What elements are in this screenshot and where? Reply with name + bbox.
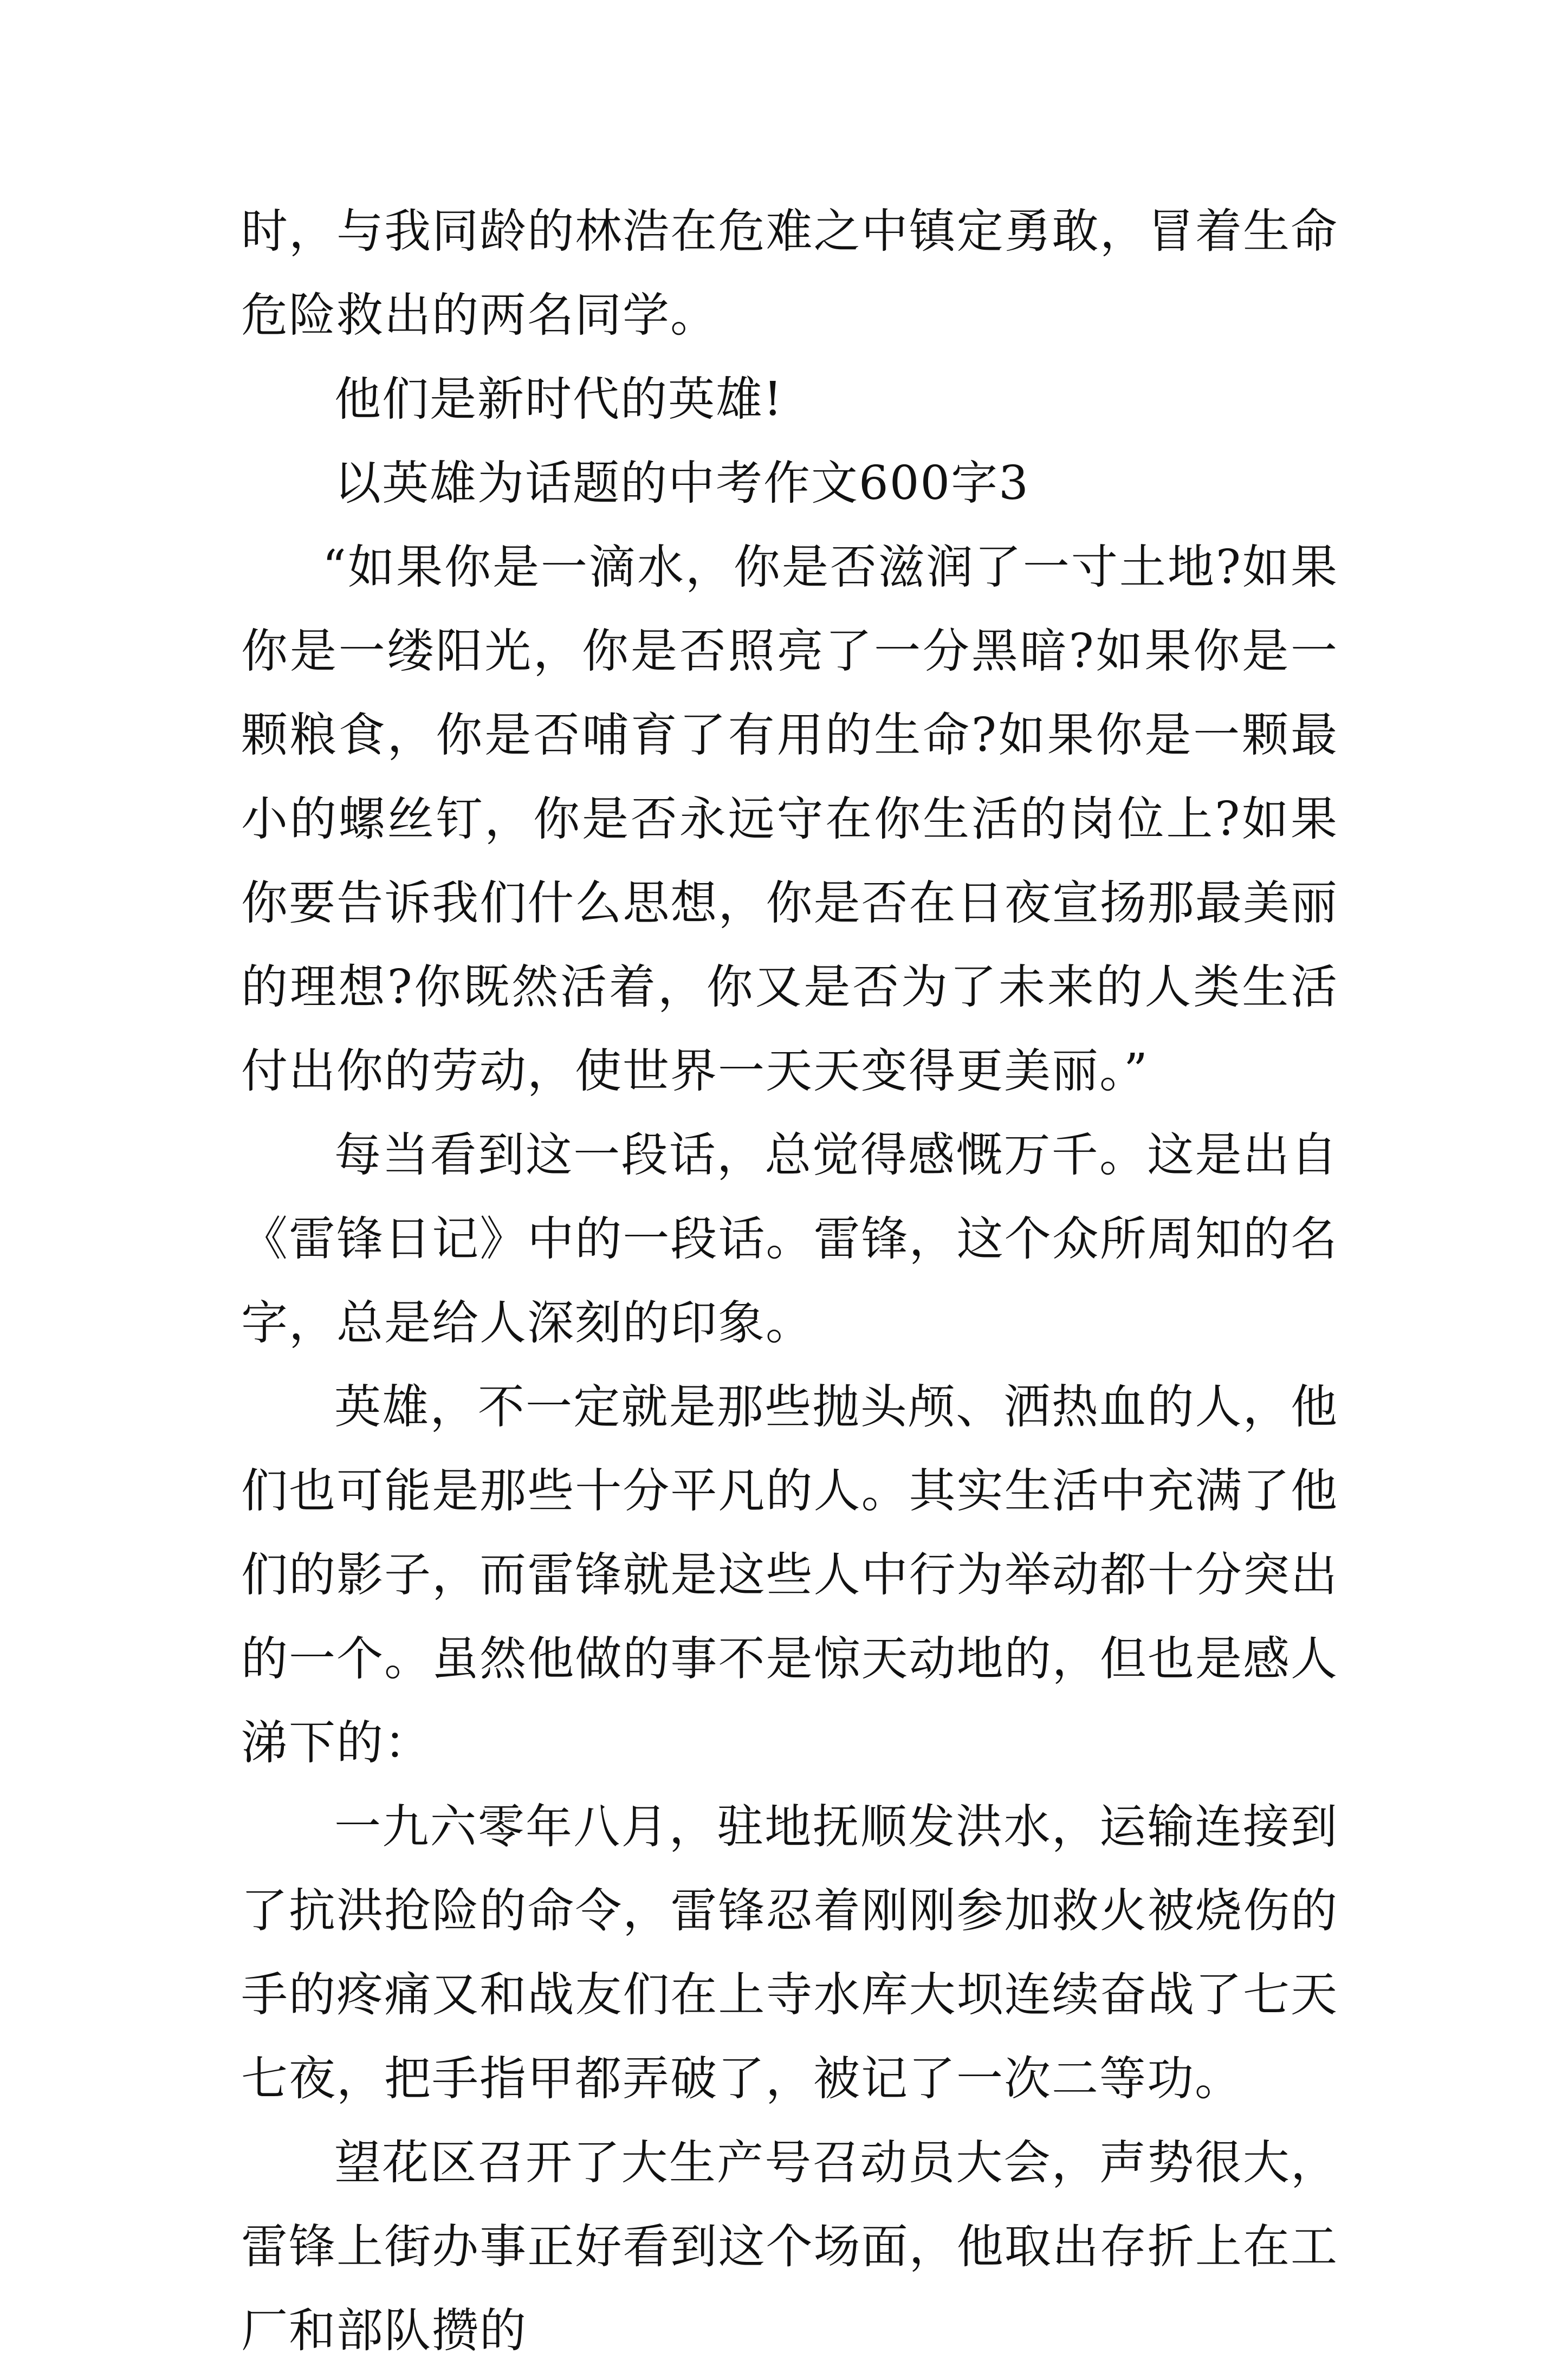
paragraph-reflection: 每当看到这一段话，总觉得感慨万千。这是出自《雷锋日记》中的一段话。雷锋，这个众所周知的名字，总是给人深刻的印象。 xyxy=(241,1128,1338,1350)
paragraph-heroes-statement: 他们是新时代的英雄! xyxy=(334,372,783,426)
paragraph-continuation: 时，与我同龄的林浩在危难之中镇定勇敢，冒着生命危险救出的两名同学。 xyxy=(241,204,1338,342)
paragraph-wanghua: 望花区召开了大生产号召动员大会，声势很大，雷锋上街办事正好看到这个场面，他取出存折上在工厂和部队攒的 xyxy=(241,2136,1338,2358)
paragraph-ordinary-heroes: 英雄，不一定就是那些抛头颅、洒热血的人，他们也可能是那些十分平凡的人。其实生活中充满了他们的影子，而雷锋就是这些人中行为举动都十分突出的一个。虽然他做的事不是惊天动地的，但也是感人涕下的： xyxy=(241,1380,1338,1770)
paragraph-flood: 一九六零年八月，驻地抚顺发洪水，运输连接到了抗洪抢险的命令，雷锋忍着刚刚参加救火被烧伤的手的疼痛又和战友们在上寺水库大坝连续奋战了七天七夜，把手指甲都弄破了，被记了一次二等功。 xyxy=(241,1800,1338,2106)
essay-body xyxy=(241,190,1338,2373)
essay-title: 以英雄为话题的中考作文600字3 xyxy=(334,456,1029,510)
paragraph-quote: “如果你是一滴水，你是否滋润了一寸土地?如果你是一缕阳光，你是否照亮了一分黑暗?如果你是一颗粮食，你是否哺育了有用的生命?如果你是一颗最小的螺丝钉，你是否永远守在你生活的岗位上?如果你要告诉我们什么思想，你是否在日夜宣扬那最美丽的理想?你既然活着，你又是否为了未来的人类生活付出你的劳动，使世界一天天变得更美丽。” xyxy=(241,540,1338,1098)
